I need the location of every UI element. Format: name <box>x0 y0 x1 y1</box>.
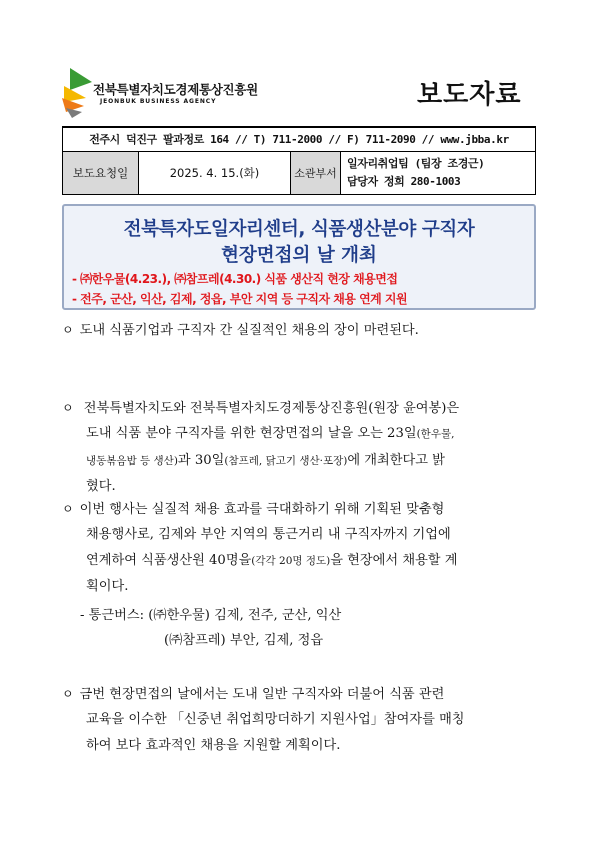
commute-bus-line2: (㈜참프레) 부안, 김제, 정읍 <box>164 633 324 648</box>
paragraph-2-line4: 혔다. <box>86 479 116 495</box>
document-type-title: 보도자료 <box>417 80 522 110</box>
request-date-value: 2025. 4. 15.(화) <box>139 152 291 194</box>
org-name: 전북특별자치도경제통상진흥원 <box>93 82 258 97</box>
paragraph-3-line2: 채용행사로, 김제와 부안 지역의 통근거리 내 구직자까지 기업에 <box>86 527 451 543</box>
commute-bus-line1: - 통근버스: (㈜한우물) 김제, 전주, 군산, 익산 <box>80 608 342 623</box>
department-info <box>341 152 537 194</box>
paragraph-2-line2: 도내 식품 분야 구직자를 위한 현장면접의 날을 오는 23일 <box>86 426 417 442</box>
paragraph-3-line4: 획이다. <box>86 579 129 595</box>
department-contact: 담당자 정희 280-1003 <box>347 175 461 188</box>
paragraph-4 <box>62 682 542 758</box>
paragraph-2: ㅇ 전북특별자치도와 전북특별자치도경제통상진흥원(원장 윤여봉)은 도내 식품 분야 구직자를 위한 현장면접의 날을 오는 23일(한우물, 냉동볶음밥 등 생산)과 30일(참프레, 닭고기 생산·포장)에 개최한다고 밝 혔다. <box>62 396 542 500</box>
bullet-icon: ㅇ <box>62 401 74 415</box>
request-date-label: 보도요청일 <box>63 152 139 194</box>
headline-subtitle-2: - 전주, 군산, 익산, 김제, 정읍, 부안 지역 등 구직자 채용 연계 지원 <box>72 292 408 306</box>
headline-title-line2: 현장면접의 날 개최 <box>221 245 377 266</box>
bullet-icon: ㅇ <box>62 323 74 337</box>
department-team: 일자리취업팀 (팀장 조경근) <box>347 157 485 170</box>
agency-logo-icon <box>62 68 94 118</box>
paragraph-4-line1: 금번 현장면접의 날에서는 도내 일반 구직자와 더불어 식품 관련 <box>79 687 445 702</box>
paragraph-3: ㅇ 이번 행사는 실질적 채용 효과를 극대화하기 위해 기획된 맞춤형 채용행사로, 김제와 부안 지역의 통근거리 내 구직자까지 기업에 연계하여 식품생산원 40명을(각각 20명 정도)을 현장에서 채용할 계 획이다. <box>62 497 542 600</box>
bullet-icon: ㅇ <box>62 687 74 701</box>
paragraph-1 <box>62 318 542 343</box>
paragraph-2-line1: 전북특별자치도와 전북특별자치도경제통상진흥원(원장 윤여봉)은 <box>83 401 460 416</box>
paragraph-4-line2: 교육을 이수한 「신중년 취업희망더하기 지원사업」참여자를 매칭 <box>86 712 465 728</box>
department-label: 소관부서 <box>291 152 341 194</box>
contact-address-bar: 전주시 덕진구 팔과정로 164 // T) 711-2000 // F) 711-2090 // www.jbba.kr <box>62 126 536 152</box>
paragraph-1-text: 도내 식품기업과 구직자 간 실질적인 채용의 장이 마련된다. <box>79 323 419 338</box>
paragraph-4-line3: 하여 보다 효과적인 채용을 지원할 계획이다. <box>86 737 341 753</box>
headline-title-line1: 전북특자도일자리센터, 식품생산분야 구직자 <box>123 219 475 240</box>
info-table <box>62 152 536 195</box>
headline-subtitle-1: - ㈜한우물(4.23.), ㈜참프레(4.30.) 식품 생산직 현장 채용면접 <box>72 272 398 286</box>
headline-box <box>62 204 536 310</box>
paragraph-3-line3: 연계하여 식품생산원 40명을 <box>86 552 252 568</box>
paragraph-3-line1: 이번 행사는 실질적 채용 효과를 극대화하기 위해 기획된 맞춤형 <box>79 502 445 517</box>
org-name-english: JEONBUK BUSINESS AGENCY <box>100 98 217 105</box>
bullet-icon: ㅇ <box>62 502 74 516</box>
